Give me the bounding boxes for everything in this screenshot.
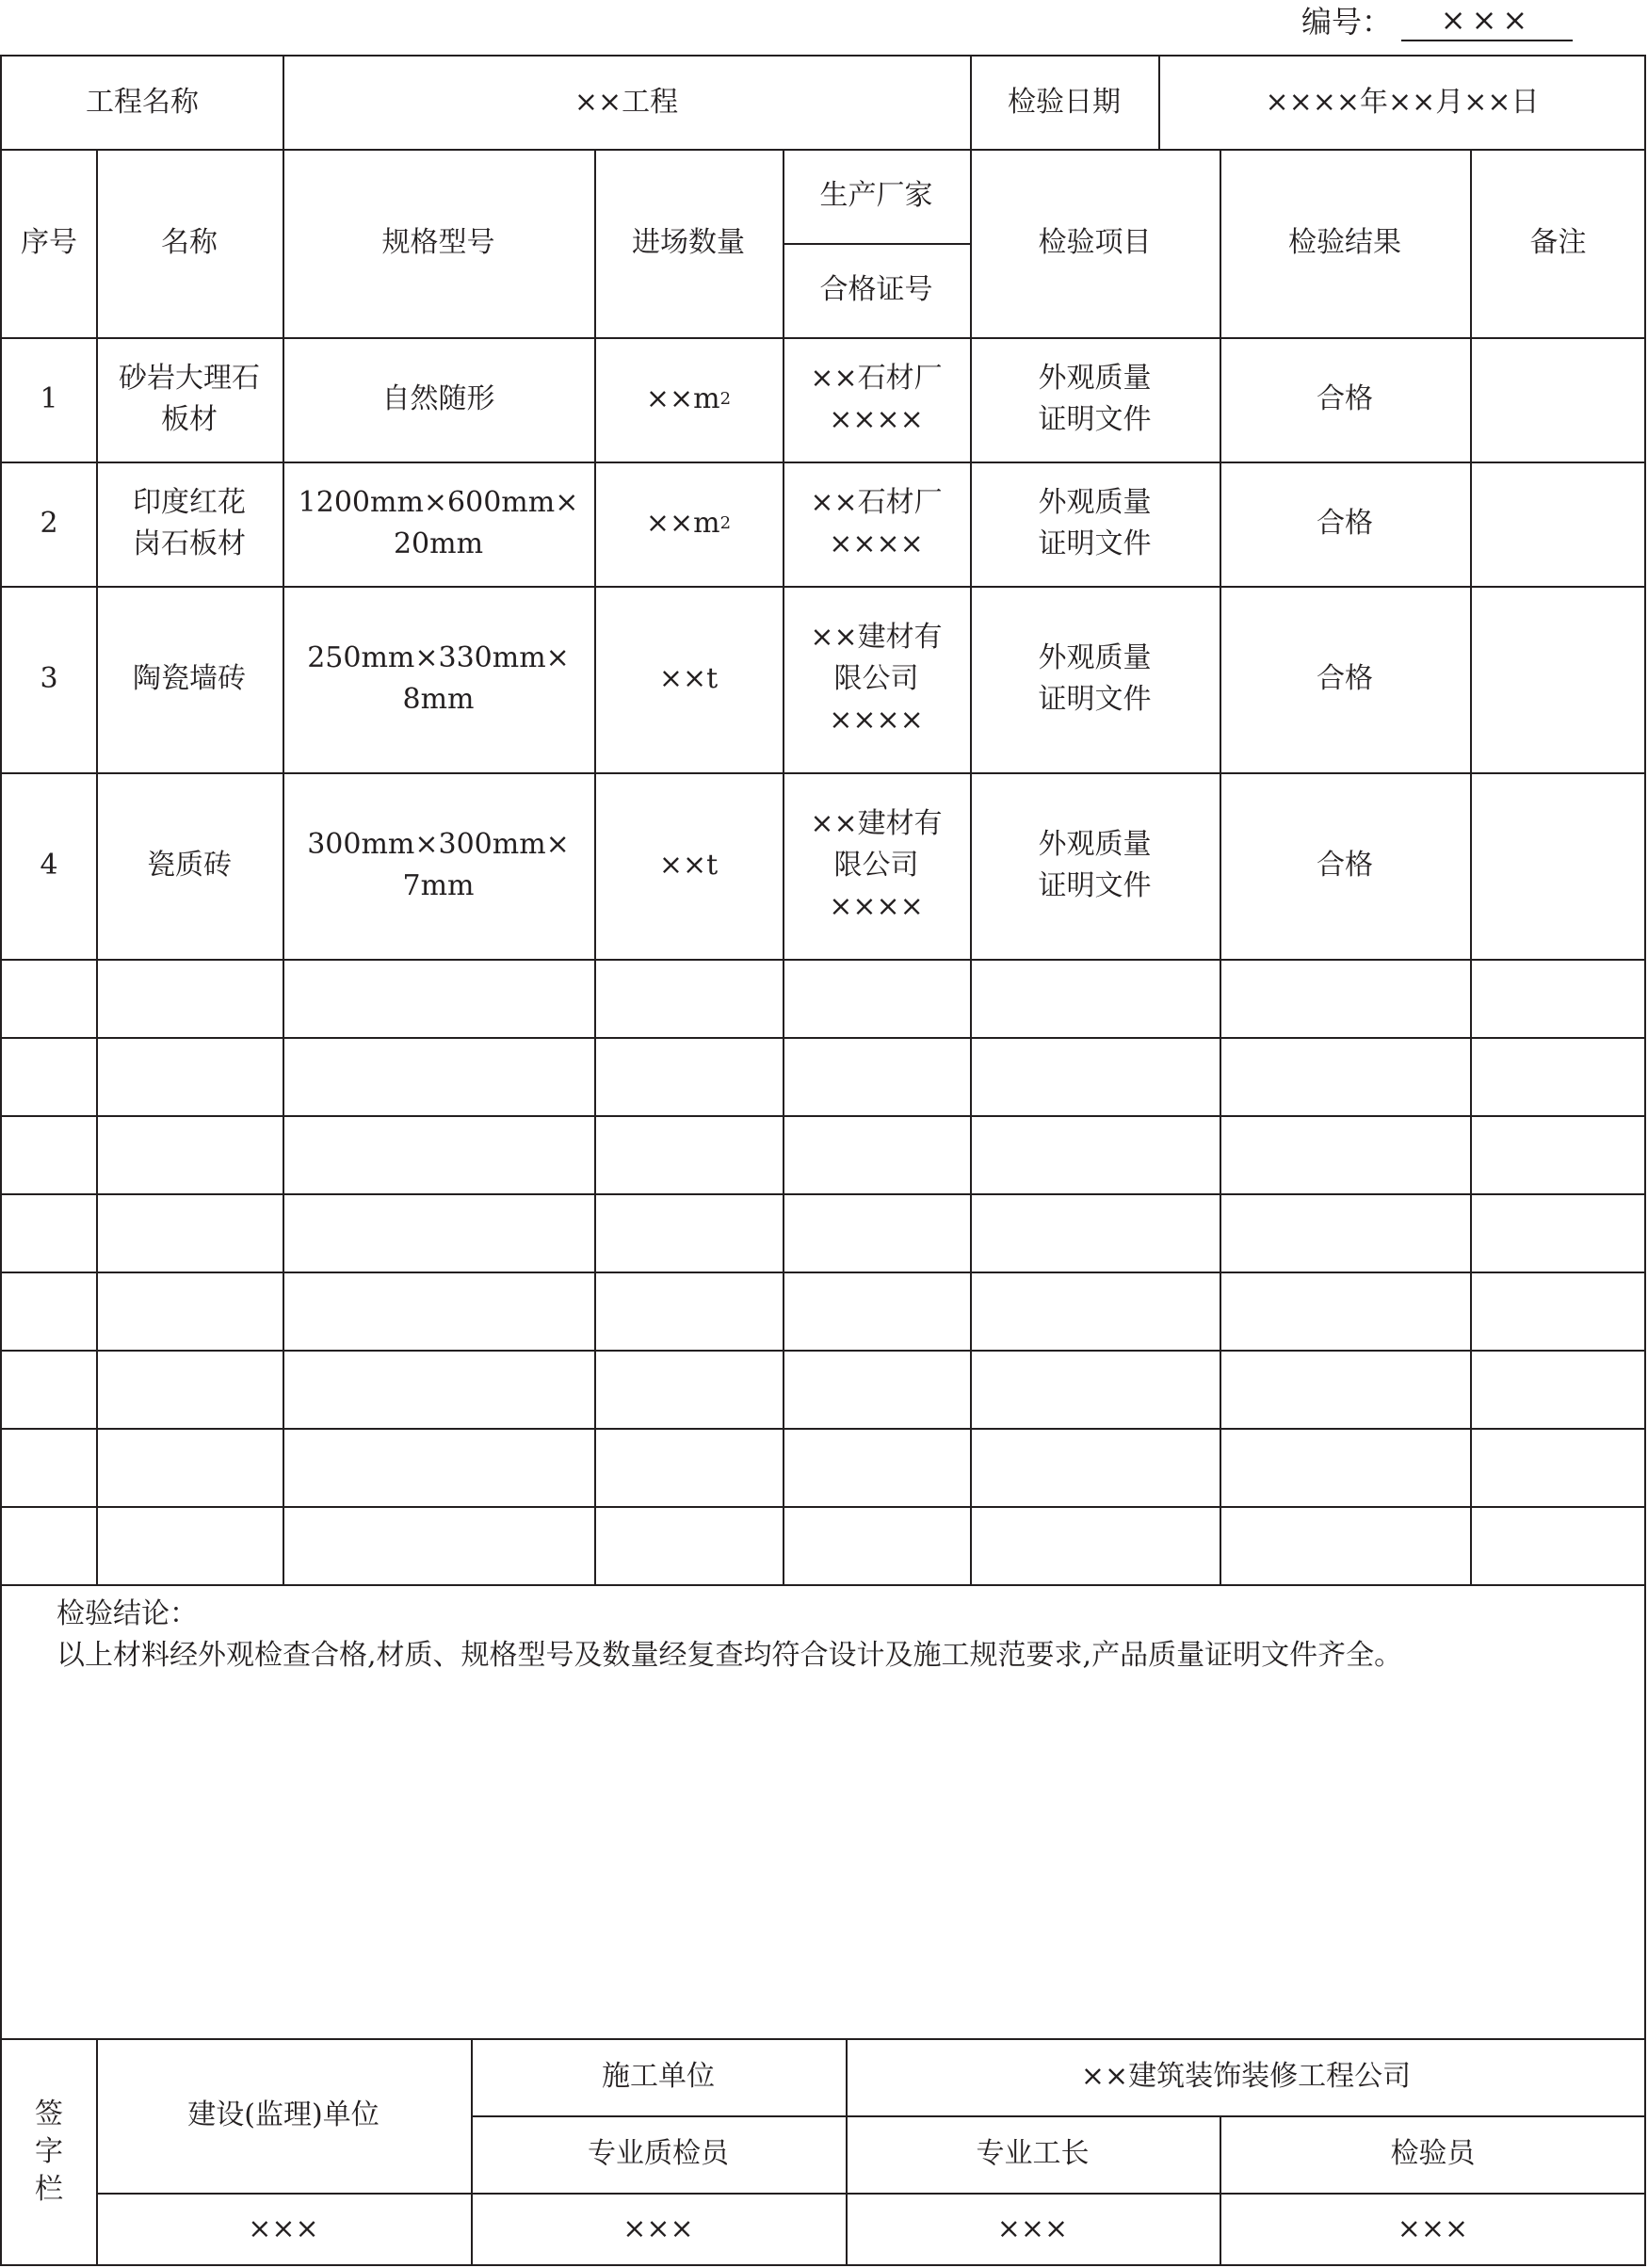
qty-value: ××m [645, 507, 720, 540]
rule [2, 1037, 1646, 1039]
serial-value: ××× [1401, 2, 1573, 41]
project-name-label: 工程名称 [86, 86, 199, 119]
row-spec: 250mm×330mm× 8mm [307, 641, 570, 716]
row-maker-cert: ××建材有 限公司 ×××× [810, 621, 943, 737]
row-seq: 4 [40, 849, 58, 882]
sig-label-char: 字 [35, 2135, 63, 2168]
row-seq: 1 [40, 382, 58, 415]
contractor-label: 施工单位 [602, 2060, 715, 2093]
row-spec: 1200mm×600mm× 20mm [298, 486, 579, 560]
row-remark [1470, 772, 1646, 959]
row-name: 陶瓷墙砖 [133, 662, 246, 695]
col-header-spec: 规格型号 [381, 226, 495, 259]
rule [2, 959, 1646, 961]
inspector-signature: ××× [622, 2212, 694, 2245]
row-name: 瓷质砖 [147, 849, 232, 882]
rule [2, 1506, 1646, 1508]
qty-value: ××t [658, 662, 719, 695]
rule [2, 1584, 1646, 1586]
conclusion-title: 检验结论： [57, 1597, 198, 1630]
rule [2, 1193, 1646, 1195]
row-maker-cert: ××石材厂 ×××× [810, 486, 943, 560]
serial-number [1301, 0, 1573, 41]
row-item: 外观质量 证明文件 [1038, 641, 1152, 716]
project-name-value: ××工程 [574, 86, 679, 119]
contractor-value: ××建筑装饰装修工程公司 [1080, 2060, 1412, 2093]
inspection-date-value: ××××年××月××日 [1265, 86, 1540, 119]
serial-label: 编号： [1301, 4, 1392, 40]
qty-value: ××t [658, 849, 719, 882]
col-header-seq: 序号 [21, 226, 77, 259]
rule [2, 1115, 1646, 1117]
rule [2, 1350, 1646, 1352]
rule [2, 1428, 1646, 1430]
row-result: 合格 [1317, 382, 1373, 415]
rule [2, 1272, 1646, 1273]
inspection-date-label: 检验日期 [1008, 86, 1121, 119]
row-item: 外观质量 证明文件 [1038, 486, 1152, 560]
row-item: 外观质量 证明文件 [1038, 828, 1152, 902]
row-name: 砂岩大理石 板材 [119, 362, 260, 436]
owner-signature: ××× [248, 2212, 319, 2245]
checker-signature: ××× [1397, 2212, 1469, 2245]
col-header-name: 名称 [161, 226, 218, 259]
row-seq: 3 [40, 662, 58, 695]
col-header-remark: 备注 [1529, 226, 1587, 259]
row-qty: ××m 2 [594, 337, 783, 462]
row-remark [1470, 462, 1646, 586]
sig-label-char: 栏 [35, 2173, 63, 2206]
row-result: 合格 [1317, 849, 1373, 882]
foreman-role: 专业工长 [976, 2137, 1090, 2170]
owner-unit-label: 建设(监理)单位 [187, 2098, 380, 2131]
row-qty [594, 586, 783, 772]
row-item: 外观质量 证明文件 [1038, 362, 1152, 436]
col-header-qty: 进场数量 [632, 226, 745, 259]
qty-value: ××m [645, 382, 720, 415]
row-result: 合格 [1317, 662, 1373, 695]
inspector-role: 专业质检员 [588, 2137, 729, 2170]
row-name: 印度红花 岗石板材 [133, 486, 246, 560]
col-header-maker: 生产厂家 [819, 179, 933, 212]
sig-label-char: 签 [35, 2098, 63, 2130]
row-seq: 2 [40, 507, 58, 540]
row-remark [1470, 586, 1646, 772]
row-maker-cert: ××石材厂 ×××× [810, 362, 943, 436]
inspection-form [0, 55, 1646, 2266]
row-spec: 300mm×300mm× 7mm [307, 828, 570, 902]
row-qty [594, 772, 783, 959]
row-result: 合格 [1317, 507, 1373, 540]
col-header-cert: 合格证号 [819, 273, 933, 306]
row-qty: ××m 2 [594, 462, 783, 586]
foreman-signature: ××× [996, 2212, 1069, 2245]
col-header-item: 检验项目 [1038, 226, 1152, 259]
signature-section-label [2, 2038, 96, 2266]
row-spec: 自然随形 [381, 382, 495, 415]
conclusion-text: 以上材料经外观检查合格,材质、规格型号及数量经复查均符合设计及施工规范要求,产品质量证明文件齐全。 [57, 1639, 1403, 1672]
row-remark [1470, 337, 1646, 462]
checker-role: 检验员 [1390, 2137, 1476, 2170]
col-header-result: 检验结果 [1288, 226, 1401, 259]
row-maker-cert: ××建材有 限公司 ×××× [810, 807, 943, 923]
